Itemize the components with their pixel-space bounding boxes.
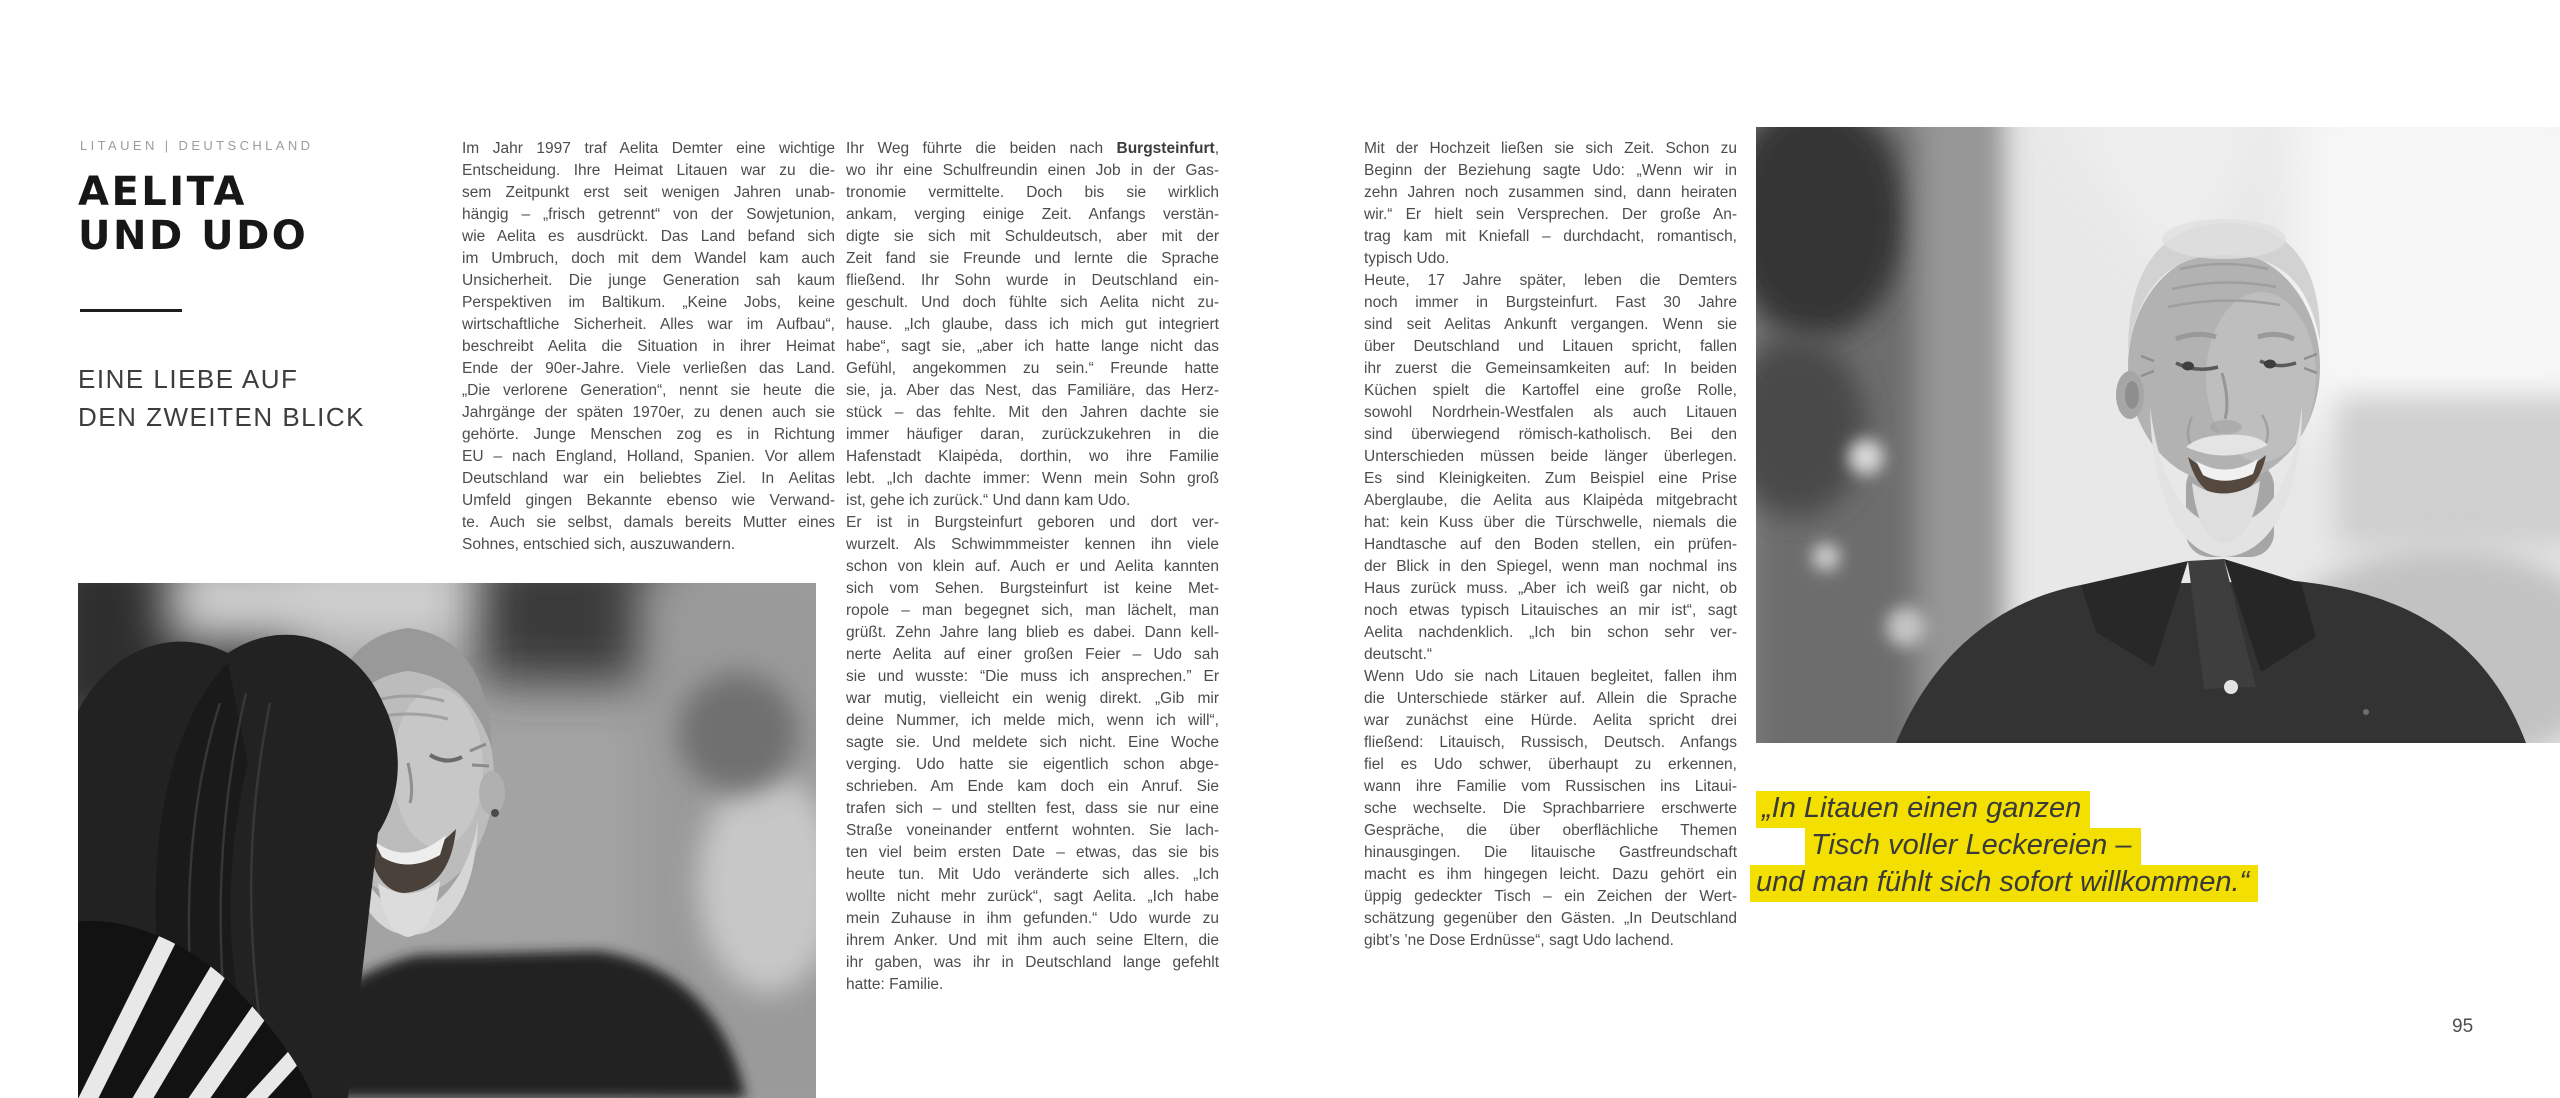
text-line: über Deutschland und Litauen spricht, fallen <box>1364 338 1737 355</box>
quote-highlight: und man fühlt sich sofort willkommen.“ <box>1750 865 2258 902</box>
text-line: Entscheidung. Ihre Heimat Litauen war zu die- <box>462 162 835 179</box>
text-line: immer häufiger daran, zurückzukehren in die <box>846 426 1219 443</box>
text-line: trag kam mit Kniefall – durchdacht, romantisch, <box>1364 228 1737 245</box>
portrait-photo <box>1756 127 2560 743</box>
text-line: trafen sich – und stellten fest, dass sie nur eine <box>846 800 1219 817</box>
text-line: Aelita nachdenklich. „Ich bin schon sehr ver- <box>1364 624 1737 641</box>
text-line: hängig – „frisch getrennt“ von der Sowjetunion, <box>462 206 835 223</box>
kissing-woman-figure <box>78 635 398 1098</box>
quote-line <box>1750 864 2436 901</box>
text-line: sowohl Nordrhein-Westfalen als auch Litauen <box>1364 404 1737 421</box>
text-line: hatte: Familie. <box>846 976 944 993</box>
quote-line <box>1756 790 2436 827</box>
text-line: sind seit Aelitas Ankunft vergangen. Wenn sie <box>1364 316 1737 333</box>
text-line: hat: kein Kuss über die Türschwelle, niemals die <box>1364 514 1737 531</box>
text-line: wann ihre Familie vom Russischen ins Litaui- <box>1364 778 1737 795</box>
text-line: Hafenstadt Klaipėda, dorthin, wo ihre Familie <box>846 448 1219 465</box>
article-subtitle-line1: EINE LIEBE AUF <box>78 364 299 394</box>
text-line: sem Zeitpunkt erst seit wenigen Jahren unab- <box>462 184 835 201</box>
text-line: ihrem Anker. Und mit ihm auch seine Eltern, die <box>846 932 1219 949</box>
text-line: ist, gehe ich zurück.“ Und dann kam Udo. <box>846 492 1131 509</box>
text-line: beschreibt Aelita die Situation in ihrer Heimat <box>462 338 835 355</box>
title-divider-rule <box>80 309 182 312</box>
text-line: fiel es Udo schwer, überhaupt zu erkennen, <box>1364 756 1737 773</box>
text-line: verging. Udo hatte sie eigentlich schon abge- <box>846 756 1219 773</box>
text-line: wirtschaftliche Sicherheit. Alles war im Aufbau“, <box>462 316 835 333</box>
text-line: noch immer in Burgsteinfurt. Fast 30 Jahre <box>1364 294 1737 311</box>
text-line: schrieben. Am Ende kam doch ein Anruf. Sie <box>846 778 1219 795</box>
text-line: wollte nicht mehr zurück“, sagt Aelita. „Ich habe <box>846 888 1219 905</box>
text-line: noch etwas typisch Litauisches an mir ist“, sagt <box>1364 602 1737 619</box>
quote-line <box>1805 827 2436 864</box>
text-line: sind überwiegend römisch-katholisch. Bei den <box>1364 426 1737 443</box>
article-subtitle-line2: DEN ZWEITEN BLICK <box>78 402 365 432</box>
text-line: schätzung gegenüber den Gästen. „In Deutschland <box>1364 910 1737 927</box>
text-line: hause. „Ich glaube, dass ich mich gut integriert <box>846 316 1219 333</box>
text-line: Gefühl, angekommen zu sein.“ Freunde hatte <box>846 360 1219 377</box>
text-line: stück – das fehlte. Mit den Jahren dachte sie <box>846 404 1219 421</box>
text-line: im Umbruch, doch mit dem Wandel kam auch <box>462 250 835 267</box>
text-line: ihr zuerst die Gemeinsamkeiten auf: In beiden <box>1364 360 1737 377</box>
text-line: wurzelt. Als Schwimmmeister kennen ihn viele <box>846 536 1219 553</box>
text-line: wo ihr eine Schulfreundin einen Job in der Gas- <box>846 162 1219 179</box>
text-line: lebt. „Ich dachte immer: Wenn mein Sohn groß <box>846 470 1219 487</box>
text-line: Heute, 17 Jahre später, leben die Demters <box>1364 272 1737 289</box>
text-line: te. Auch sie selbst, damals bereits Mutter eines <box>462 514 835 531</box>
text-line: wir.“ Er hielt sein Versprechen. Der große An- <box>1364 206 1737 223</box>
article-title <box>78 170 308 258</box>
article-title-line2: UND UDO <box>78 213 309 259</box>
text-line: geschult. Und doch fühlte sich Aelita nicht zu- <box>846 294 1219 311</box>
text-line: sagte sie. Und meldete sich nicht. Eine Woche <box>846 734 1219 751</box>
text-line: üppig gedeckter Tisch – ein Zeichen der Wert- <box>1364 888 1737 905</box>
text-line: Deutschland war ein beliebtes Ziel. In Aelitas <box>462 470 835 487</box>
text-line: ten viel beim ersten Date – etwas, das sie bis <box>846 844 1219 861</box>
couple-photo <box>78 583 816 1098</box>
text-line: grüßt. Zehn Jahre lang blieb es dabei. Dann kell- <box>846 624 1219 641</box>
text-line: war zunächst eine Hürde. Aelita spricht drei <box>1364 712 1737 729</box>
text-line: Umfeld gingen Bekannte ebenso wie Verwand- <box>462 492 835 509</box>
page-number: 95 <box>2452 1016 2474 1037</box>
text-line: Unterschieden müssen beide länger überlegen. <box>1364 448 1737 465</box>
text-line: Sohnes, entschied sich, auszuwandern. <box>462 536 736 553</box>
text-line: fließend: Litauisch, Russisch, Deutsch. Anfangs <box>1364 734 1737 751</box>
text-line: mein Zuhause in ihm gefunden.“ Udo wurde zu <box>846 910 1219 927</box>
text-line: die Unterschiede stärker auf. Allein die Sprache <box>1364 690 1737 707</box>
text-line: Zeit fand sie Freunde und lernte die Sprache <box>846 250 1219 267</box>
text-line: nerte Aelita auf einer großen Feier – Udo sah <box>846 646 1219 663</box>
article-subtitle <box>78 360 365 436</box>
text-line: ihr gaben, was ihr in Deutschland lange gefehlt <box>846 954 1219 971</box>
text-line: fließend. Ihr Sohn wurde in Deutschland ein- <box>846 272 1219 289</box>
text-line: ankam, verging einige Zeit. Anfangs verstän- <box>846 206 1219 223</box>
quote-highlight: „In Litauen einen ganzen <box>1756 791 2090 828</box>
text-line: zehn Jahren noch zusammen sind, dann heiraten <box>1364 184 1737 201</box>
article-column-1 <box>462 138 835 556</box>
quote-highlight: Tisch voller Leckereien – <box>1805 828 2141 865</box>
text-line: deutscht.“ <box>1364 646 1433 663</box>
kicker-label: LITAUEN | DEUTSCHLAND <box>80 138 314 153</box>
text-line: ropole – man begegnet sich, man lächelt, man <box>846 602 1219 619</box>
text-line: wie Aelita es ausdrückt. Das Land befand sich <box>462 228 835 245</box>
text-line: „Die verlorene Generation“, nennt sie heute die <box>462 382 835 399</box>
text-line: Es sind Kleinigkeiten. Zum Beispiel eine Prise <box>1364 470 1737 487</box>
text-line: Jahrgänge der späten 1970er, zu denen auch sie <box>462 404 835 421</box>
text-line: hinausgingen. Die litauische Gastfreundschaft <box>1364 844 1737 861</box>
text-line: gehörte. Junge Menschen zog es in Richtung <box>462 426 835 443</box>
text-line: Mit der Hochzeit ließen sie sich Zeit. Schon zu <box>1364 140 1737 157</box>
text-line: sie und wusste: “Die muss ich ansprechen.” Er <box>846 668 1219 685</box>
text-line: Er ist in Burgsteinfurt geboren und dort ver- <box>846 514 1219 531</box>
text-line: sich vom Sehen. Burgsteinfurt ist keine Met- <box>846 580 1219 597</box>
pull-quote <box>1756 790 2436 901</box>
text-line: Unsicherheit. Die junge Generation sah kaum <box>462 272 835 289</box>
text-line: Haus zurück muss. „Aber ich weiß gar nicht, ob <box>1364 580 1737 597</box>
article-column-3 <box>1364 138 1737 952</box>
text-line: sie, ja. Aber das Nest, das Familiäre, das Herz- <box>846 382 1219 399</box>
text-line: habe“, sagt sie, „aber ich hatte lange nicht das <box>846 338 1219 355</box>
text-line: typisch Udo. <box>1364 250 1450 267</box>
text-line: tronomie vermittelte. Doch bis sie wirklich <box>846 184 1219 201</box>
text-line: Gespräche, die über oberflächliche Themen <box>1364 822 1737 839</box>
text-line: Wenn Udo sie nach Litauen begleitet, fallen ihm <box>1364 668 1737 685</box>
text-line: Handtasche auf den Boden stellen, ein prüfen- <box>1364 536 1737 553</box>
text-line: Straße voneinander entfernt wohnten. Sie lach- <box>846 822 1219 839</box>
text-line: Perspektiven im Baltikum. „Keine Jobs, keine <box>462 294 835 311</box>
text-line: der Blick in den Spiegel, wenn man nochmal ins <box>1364 558 1737 575</box>
text-line: deine Nummer, ich melde mich, wenn ich will“, <box>846 712 1219 729</box>
text-line: war mutig, vielleicht ein wenig direkt. „Gib mir <box>846 690 1219 707</box>
text-line: gibt’s ’ne Dose Erdnüsse“, sagt Udo lachend. <box>1364 932 1674 949</box>
text-line: Im Jahr 1997 traf Aelita Demter eine wichtige <box>462 140 835 157</box>
text-line: macht es ihm hingegen leicht. Dazu gehört ein <box>1364 866 1737 883</box>
article-title-line1: AELITA <box>78 169 247 215</box>
text-line: Beginn der Beziehung sagte Udo: „Wenn wir in <box>1364 162 1737 179</box>
text-line: sche wechselte. Die Sprachbarriere erschwerte <box>1364 800 1737 817</box>
text-line: Ihr Weg führte die beiden nach Burgsteinfurt, <box>846 140 1219 157</box>
text-line: heute tun. Mit Udo veränderte sich alles. „Ich <box>846 866 1219 883</box>
text-line: schon von klein auf. Auch er und Aelita kannten <box>846 558 1219 575</box>
text-line: Küchen spielt die Kartoffel eine große Rolle, <box>1364 382 1737 399</box>
text-line: digte sie sich mit Schuldeutsch, aber mit der <box>846 228 1219 245</box>
text-line: EU – nach England, Holland, Spanien. Vor allem <box>462 448 835 465</box>
article-column-2 <box>846 138 1219 996</box>
text-line: Aberglaube, die Aelita aus Klaipėda mitgebracht <box>1364 492 1737 509</box>
text-line: Ende der 90er-Jahre. Viele verließen das Land. <box>462 360 835 377</box>
